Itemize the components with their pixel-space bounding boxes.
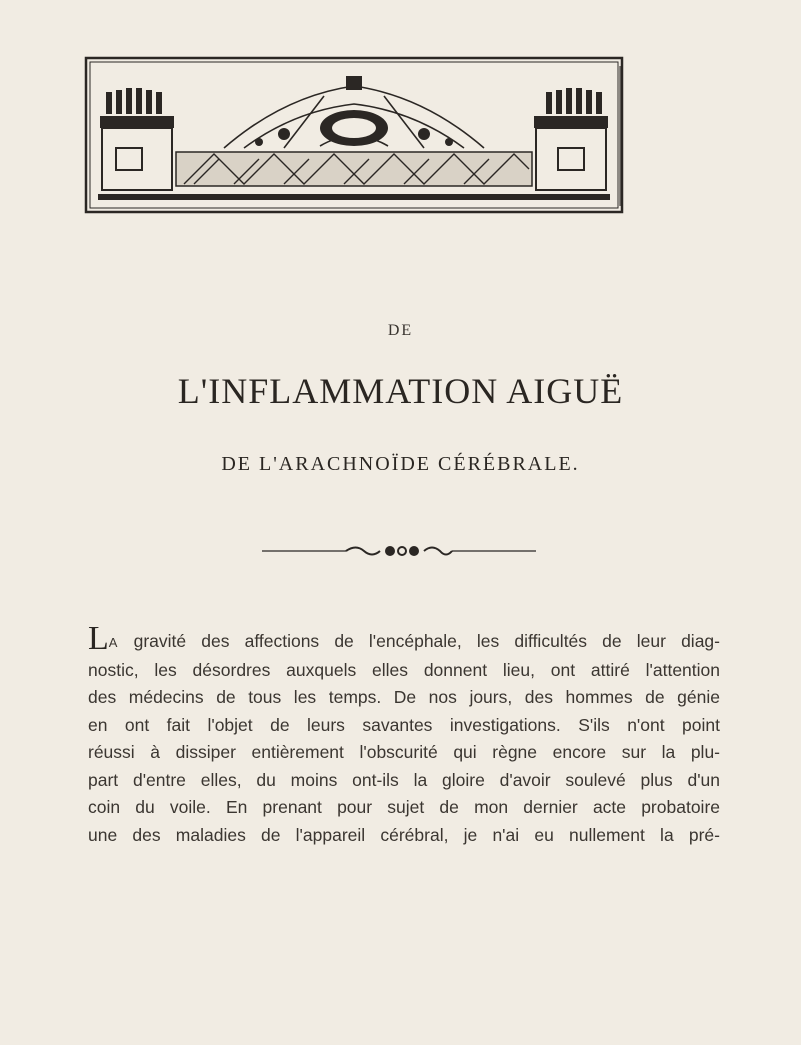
first-word-rest: A xyxy=(108,635,119,650)
text-line: en ont fait l'objet de leurs savantes investigations. S'ils n'ont point xyxy=(88,714,720,735)
page-subtitle: DE L'ARACHNOÏDE CÉRÉBRALE. xyxy=(221,453,580,475)
text-line xyxy=(88,620,720,657)
drop-cap: L xyxy=(88,620,109,657)
text-line: réussi à dissiper entièrement l'obscurité qui règne encore sur la plu- xyxy=(88,742,720,762)
title-preposition: DE xyxy=(387,322,414,339)
engraved-headpiece xyxy=(84,56,624,216)
text-line: nostic, les désordres auxquels elles donnent lieu, ont attiré l'attention xyxy=(88,659,720,680)
page-title: L'INFLAMMATION AIGUË xyxy=(177,371,624,411)
body-paragraph xyxy=(88,620,720,849)
text-line-content: gravité des affections de l'encéphale, les difficultés de leur diag- xyxy=(133,631,720,651)
ornamental-rule xyxy=(262,538,536,564)
text-line: coin du voile. En prenant pour sujet de mon dernier acte probatoire xyxy=(88,797,720,817)
text-line: part d'entre elles, du moins ont-ils la gloire d'avoir soulevé plus d'un xyxy=(88,769,720,790)
text-line: une des maladies de l'appareil cérébral, je n'ai eu nullement la pré- xyxy=(88,824,720,845)
text-line: des médecins de tous les temps. De nos jours, des hommes de génie xyxy=(88,687,720,707)
